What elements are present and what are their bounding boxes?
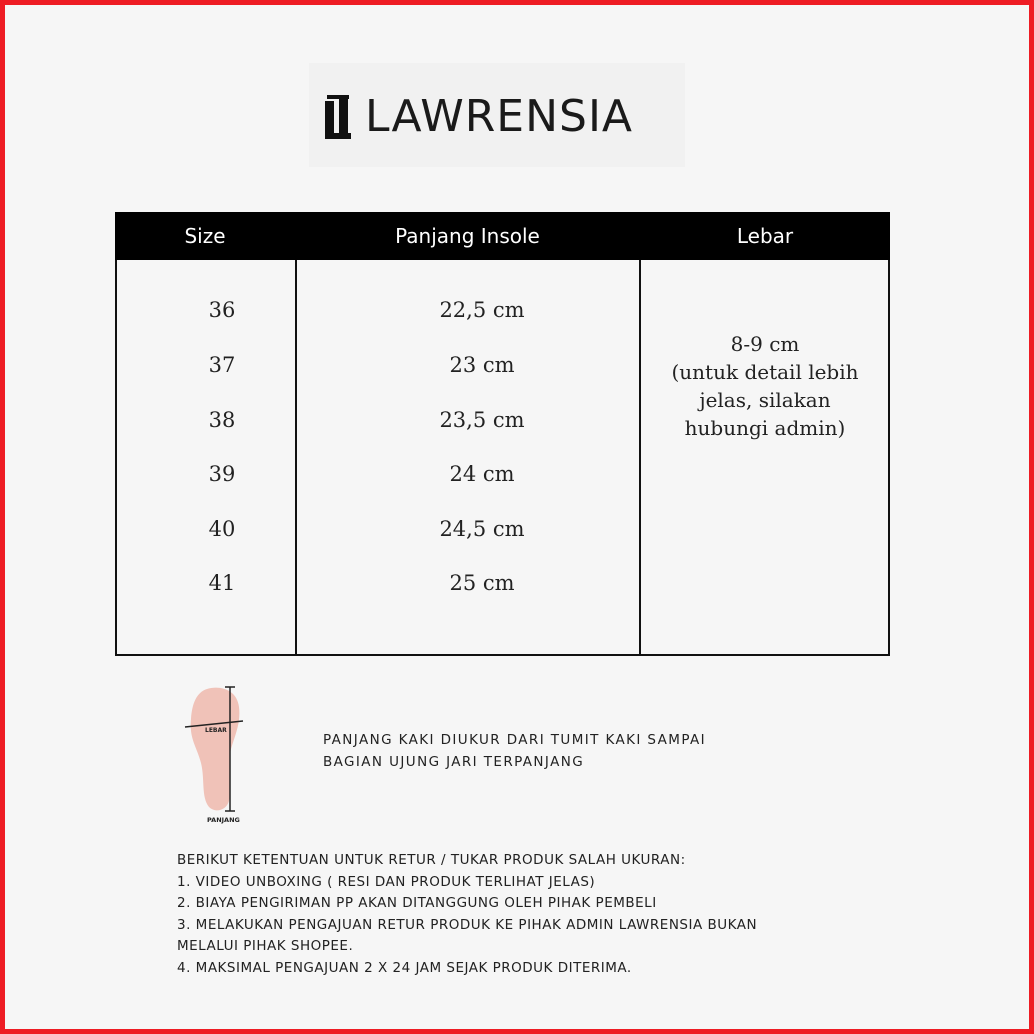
- size-cell: 36: [208, 298, 236, 322]
- policy-line: 1. VIDEO UNBOXING ( RESI DAN PRODUK TERLIHAT JELAS): [177, 873, 596, 890]
- instruction-line: BAGIAN UJUNG JARI TERPANJANG: [323, 754, 585, 770]
- length-cell: 22,5 cm: [439, 298, 525, 322]
- size-cell: 39: [208, 462, 236, 486]
- width-note-line: (untuk detail lebih: [671, 360, 859, 384]
- header-width: Lebar: [736, 224, 794, 248]
- measurement-instruction: [323, 729, 743, 773]
- policy-line: 2. BIAYA PENGIRIMAN PP AKAN DITANGGUNG OLEH PIHAK PEMBELI: [177, 895, 657, 911]
- foot-shape: [191, 688, 240, 811]
- instruction-line: PANJANG KAKI DIUKUR DARI TUMIT KAKI SAMPAI: [323, 732, 707, 748]
- size-cell: 38: [208, 408, 236, 432]
- width-note-line: 8-9 cm: [730, 332, 800, 356]
- policy-line: 3. MELAKUKAN PENGAJUAN RETUR PRODUK KE PIHAK ADMIN LAWRENSIA BUKAN: [177, 916, 758, 933]
- size-cell: 37: [208, 353, 236, 377]
- brand-name: LAWRENSIA: [365, 91, 634, 142]
- width-label: LEBAR: [205, 727, 227, 734]
- width-note-line: hubungi admin): [684, 416, 846, 440]
- size-cell: 41: [208, 571, 236, 595]
- column-divider: [295, 260, 297, 654]
- header-size: Size: [184, 224, 226, 248]
- table-header: [115, 212, 890, 260]
- return-policy: [177, 850, 897, 979]
- policy-line: 4. MAKSIMAL PENGAJUAN 2 X 24 JAM SEJAK PRODUK DITERIMA.: [177, 959, 632, 976]
- policy-line: BERIKUT KETENTUAN UNTUK RETUR / TUKAR PRODUK SALAH UKURAN:: [177, 852, 686, 868]
- length-cell: 23,5 cm: [439, 408, 525, 432]
- size-cell: 40: [208, 517, 236, 541]
- foot-measure-diagram: [179, 683, 249, 825]
- length-cell: 24,5 cm: [439, 517, 525, 541]
- brand-mark-icon: [325, 93, 353, 143]
- size-table: [115, 212, 890, 656]
- table-body: [115, 260, 890, 656]
- length-cell: 25 cm: [449, 571, 515, 595]
- length-cell: 23 cm: [449, 353, 515, 377]
- length-label: PANJANG: [207, 816, 240, 824]
- header-length: Panjang Insole: [395, 224, 540, 248]
- brand-logo: [309, 63, 685, 167]
- length-cell: 24 cm: [449, 462, 515, 486]
- policy-line: MELALUI PIHAK SHOPEE.: [177, 938, 354, 954]
- column-divider: [639, 260, 641, 654]
- width-note: [640, 330, 890, 442]
- width-note-line: jelas, silakan: [699, 388, 831, 412]
